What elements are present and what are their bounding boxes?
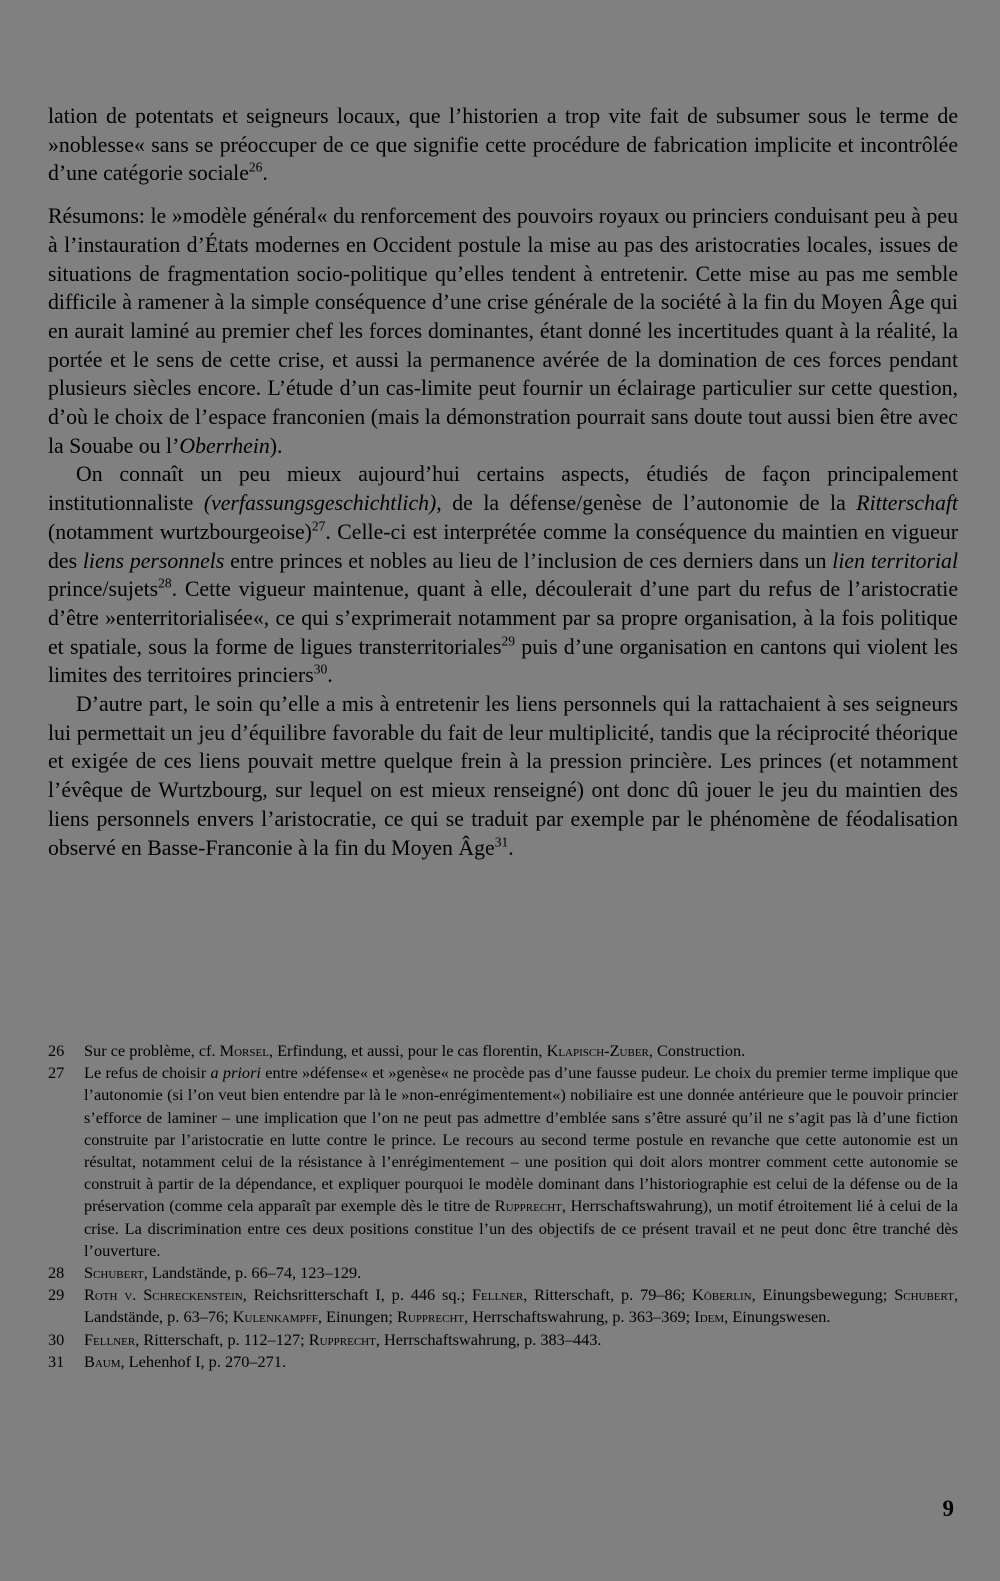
footnote-text: Sur ce problème, cf. Morsel, Erfindung, et aussi, pour le cas florentin, Klapisch-Zuber, Construction. — [84, 1041, 746, 1060]
term-verfassungsgeschichtlich: (verfassungsgeschichtlich) — [203, 491, 437, 516]
footnote-text: Schubert, Landstände, p. 66–74, 123–129. — [84, 1263, 362, 1283]
footnote-number: 29 — [48, 1285, 65, 1305]
footnote-ref-29[interactable]: 29 — [501, 633, 515, 649]
footnote-31 — [48, 1351, 958, 1373]
main-text — [48, 102, 958, 862]
footnote-text: Roth v. Schreckenstein, Reichsritterschaft I, p. 446 sq.; Fellner, Ritterschaft, p. 79–86; Köberlin, Einungsbewegung; Schubert, Landstände, p. 63–76; Kulenkampff, Einungen; Rupprecht, Herrschaftswahrung, p. 363–369; Idem, Einungswesen. — [84, 1285, 959, 1327]
footnote-number: 30 — [48, 1329, 65, 1349]
footnote-ref-28[interactable]: 28 — [158, 575, 172, 591]
footnote-ref-27[interactable]: 27 — [311, 518, 326, 534]
footnote-number: 26 — [48, 1041, 65, 1060]
term-lien-territorial: lien territorial — [832, 548, 958, 573]
footnote-26 — [48, 1040, 958, 1062]
term-oberrhein: Oberrhein — [179, 433, 270, 458]
footnote-text: Fellner, Ritterschaft, p. 112–127; Rupprecht, Herrschaftswahrung, p. 383–443. — [84, 1329, 602, 1349]
footnote-27 — [48, 1062, 958, 1262]
footnote-ref-30[interactable]: 30 — [313, 662, 328, 678]
footnote-28 — [48, 1262, 958, 1284]
footnotes — [48, 1040, 958, 1373]
footnote-ref-31[interactable]: 31 — [494, 834, 509, 850]
paragraph-3: On connaît un peu mieux aujourd’hui certains aspects, étudiés de façon principalement institutionnaliste (verfassungsgeschichtlich), de la défense/genèse de l’autonomie de la Ritterschaft (notamment wurtzbourgeoise)$^{27}$. Celle-ci est interprétée comme la conséquence du maintien en vigueur des liens personnels entre princes et nobles au lieu de l’inclusion de ces derniers dans un lien territorial prince/sujets$^{28}$. Cette vigueur maintenue, quant à elle, découlerait d’une part du refus de l’aristocratie d’être »enterritorialisée«, ce qui s’exprimerait notamment par sa propre organisation, à la fois politique et spatiale, sous la forme de ligues transterritoriales$^{29}$ puis d’une organisation en cantons qui violent les limites des territoires princiers$^{30}$. — [48, 462, 958, 688]
paragraph-2: Résumons: le »modèle général« du renforcement des pouvoirs royaux ou princiers conduisant peu à peu à l’instauration d’États modernes en Occident postule la mise au pas des aristocraties locales, issues de situations de fragmentation socio-politique qu’elles tendent à entretenir. Cette mise au pas me semble difficile à ramener à la simple conséquence d’une crise générale de la société à la fin du Moyen Âge qui en aurait laminé au premier chef les forces dominantes, étant donné les incertitudes quant à la réalité, la portée et le sens de cette crise, et aussi la permanence avérée de la domination de ces forces pendant plusieurs siècles encore. L’étude d’un cas-limite peut fournir un éclairage particulier sur cette question, d’où le choix de l’espace franconien (mais la démonstration pourrait sans doute tout aussi bien être avec la Souabe ou l’Oberrhein). — [48, 204, 958, 458]
term-liens-personnels: liens personnels — [82, 548, 225, 573]
paragraph-4: D’autre part, le soin qu’elle a mis à entretenir les liens personnels qui la rattachaient à ses seigneurs lui permettait un jeu d’équilibre favorable du fait de leur multiplicité, tandis que la réciprocité théorique et exigée de ces liens pouvait mettre quelque frein à la pression princière. Les princes (et notamment l’évêque de Wurtzbourg, sur lequel on est mieux renseigné) ont donc dû jouer le jeu du maintien des liens personnels envers l’aristocratie, ce qui se traduit par exemple par le phénomène de féodalisation observé en Basse-Franconie à la fin du Moyen Âge$^{31}$. — [48, 692, 958, 860]
footnote-number: 31 — [48, 1351, 65, 1371]
page-number: 9 — [942, 1496, 954, 1521]
footnote-number: 27 — [48, 1063, 65, 1083]
footnote-text: Le refus de choisir a priori entre »défense« et »genèse« ne procède pas d’une fausse pudeur. Le choix du premier terme implique que l’autonomie (si l’on veut bien entendre par là le »non-enrégimentement«) nobiliaire est une donnée antérieure que le pouvoir princier s’efforce de laminer – une implication que l’on ne peut pas admettre d’emblée sans s’être assuré qu’il ne s’agit pas là d’une fiction construite par l’aristocratie en lutte contre le prince. Le recours au second terme postule en revanche que cette autonomie est un résultat, notamment celui de la résistance à l’enrégimentement – une position qui doit alors montrer comment cette autonomie se construit à partir de la dépendance, et expliquer pourquoi le modèle dominant dans l’historiographie est celui de la défense ou de la préservation (comme cela apparaît par exemple dès le titre de Rupprecht, Herrschaftswahrung), un motif étroitement lié à celui de la crise. La discrimination entre ces deux positions constitue l’un des objectifs de ce présent travail et ne peut donc être tranché dès l’ouverture. — [84, 1063, 959, 1260]
term-ritterschaft: Ritterschaft — [856, 491, 958, 516]
footnote-number: 28 — [48, 1263, 65, 1283]
footnote-text: Baum, Lehenhof I, p. 270–271. — [84, 1351, 287, 1371]
footnote-29 — [48, 1284, 958, 1328]
footnote-30 — [48, 1329, 958, 1351]
paragraph-1: lation de potentats et seigneurs locaux, que l’historien a trop vite fait de subsumer sous le terme de »noblesse« sans se préoccuper de ce que signifie cette procédure de fabrication implicite et incontrôlée d’une catégorie sociale$^{26}$. — [48, 104, 958, 186]
footnote-ref-26[interactable]: 26 — [248, 160, 263, 176]
